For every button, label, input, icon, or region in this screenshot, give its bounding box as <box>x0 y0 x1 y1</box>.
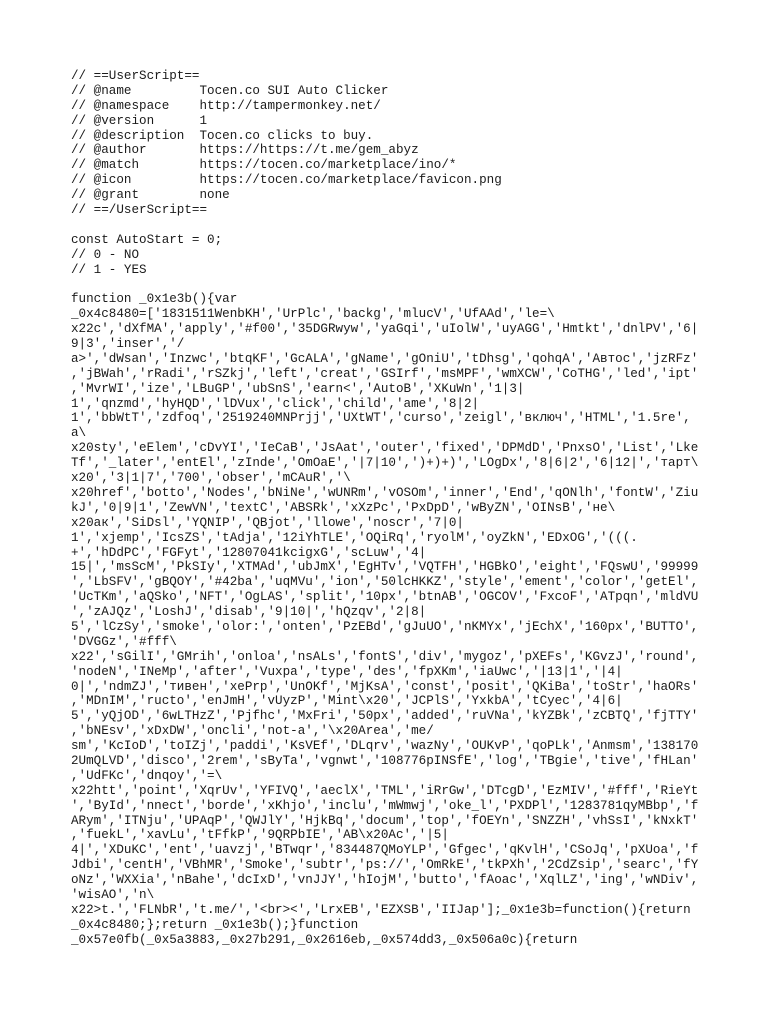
code-line: // @icon https://tocen.co/marketplace/favicon.png <box>71 173 502 188</box>
code-line: // @namespace http://tampermonkey.net/ <box>71 98 381 113</box>
code-line: 15|','msScM','PkSIy','XTMAd','ubJmX','EgHTv','VQTFH','HGBkO','eight','FQswU','99999 <box>71 560 699 575</box>
code-line: 1','bbWtT','zdfoq','2519240MNPrjj','UXtWT','curso','zeigl','включ','HTML','1.5re', <box>71 411 691 426</box>
code-line: x22htt','point','XqrUv','YFIVQ','aeclX','TML','iRrGw','DTcgD','EzMIV','#fff','RieYt <box>71 783 699 798</box>
code-line: x22','sGilI','GMrih','onloa','nsALs','fontS','div','mygoz','pXEFs','KGvzJ','round', <box>71 649 699 664</box>
code-line: // 1 - YES <box>71 262 147 277</box>
code-line: ,'jBWah','rRadi','rSZkj','left','creat','GSIrf','msMPF','wmXCW','CoTHG','led','ipt' <box>71 366 699 381</box>
code-line: 'DVGGz','#fff\ <box>71 634 177 649</box>
code-line: 5','yQjOD','6wLTHzZ','Pjfhc','MxFri','50px','added','ruVNa','kYZBk','zCBTQ','fjTTY' <box>71 709 699 724</box>
code-line: _0x4c8480;};return _0x1e3b();}function <box>71 917 359 932</box>
code-line: ,'fuekL','xavLu','tFfkP','9QRPbIE','AB\x20Ac','|5| <box>71 828 449 843</box>
code-line: ARym','ITNju','UPAqP','QWJlY','HjkBq','docum','top','fOEYn','SNZZH','vhSsI','kNxkT' <box>71 813 699 828</box>
code-line <box>71 218 703 233</box>
code-line: x20sty','eElem','cDvYI','IeCaB','JsAat','outer','fixed','DPMdD','PnxsO','List','Lke <box>71 441 699 456</box>
code-line: kJ','0|9|1','ZewVN','textC','ABSRk','xXzPc','PxDpD','wByZN','OINsB','не\ <box>71 500 616 515</box>
code-line: x22c','dXfMA','apply','#f00','35DGRwyw','yaGqi','uIolW','uyAGG','Hmtkt','dnlPV','6| <box>71 322 699 337</box>
code-line: x20href','botto','Nodes','bNiNe','wUNRm','vOSOm','inner','End','qONlh','fontW','Ziu <box>71 485 699 500</box>
code-line: // @description Tocen.co clicks to buy. <box>71 128 374 143</box>
code-line: // @match https://tocen.co/marketplace/ino/* <box>71 158 457 173</box>
code-line: a\ <box>71 426 87 441</box>
code-line: 5','lCzSy','smoke','olor:','onten','PzEBd','gJuUO','nKMYx','jEchX','160px','BUTTO', <box>71 619 699 634</box>
code-line: 2UmQLVD','disco','2rem','sByTa','vgnwt','108776pINSfE','log','TBgie','tive','fHLan' <box>71 753 699 768</box>
code-line: +','hDdPC','FGFyt','12807041kcigxG','scLuw','4| <box>71 545 427 560</box>
code-line: Tf','_later','entEl','zInde','OmOaE','|7|10',')+)+)','LOgDx','8|6|2','6|12|','тарт\ <box>71 456 699 471</box>
code-line: // @name Tocen.co SUI Auto Clicker <box>71 83 389 98</box>
code-line: // @grant none <box>71 188 230 203</box>
code-line: function _0x1e3b(){var <box>71 292 238 307</box>
code-line: // @version 1 <box>71 113 208 128</box>
userscript-source-code <box>71 69 703 948</box>
code-line: // @author https://https://t.me/gem_abyz <box>71 143 419 158</box>
code-line: sm','KcIoD','toIZj','paddi','KsVEf','DLqrv','wazNy','OUKvP','qoPLk','Anmsm','138170 <box>71 739 699 754</box>
code-line: 'wisAO','n\ <box>71 887 155 902</box>
code-line: _0x57e0fb(_0x5a3883,_0x27b291,_0x2616eb,_0x574dd3,_0x506a0c){return <box>71 932 578 947</box>
code-line: 'nodeN','INeMp','after','Vuxpa','type','des','fpXKm','iaUwc','|13|1','|4| <box>71 664 623 679</box>
code-line: _0x4c8480=['1831511WenbKH','UrPlc','backg','mlucV','UfAAd','le=\ <box>71 307 555 322</box>
code-line: oNz','WXXia','nBahe','dcIxD','vnJJY','hIojM','butto','fAoac','XqlLZ','ing','wNDiv', <box>71 873 699 888</box>
code-line: // 0 - NO <box>71 247 140 262</box>
code-line <box>71 277 703 292</box>
code-line: ','ById','nnect','borde','xKhjo','inclu','mWmwj','oke_l','PXDPl','1283781qyMBbp','f <box>71 798 699 813</box>
code-line: ,'MvrWI','ize','LBuGP','ubSnS','earn<','AutoB','XKuWn','1|3| <box>71 381 525 396</box>
code-line: // ==UserScript== <box>71 69 200 83</box>
code-line: 1','qnzmd','hyHQD','lDVux','click','child','ame','8|2| <box>71 396 480 411</box>
code-line: // ==/UserScript== <box>71 203 208 218</box>
code-line: ','zAJQz','LoshJ','disab','9|10|','hQzqv','2|8| <box>71 605 427 620</box>
code-line: ,'MDnIM','ructo','enJmH','vUyzP','Mint\x20','JCPlS','YxkbA','tCyec','4|6| <box>71 694 623 709</box>
code-line: ,'bNEsv','xDxDW','oncli','not-a','\x20Area','me/ <box>71 724 434 739</box>
code-line: 0|','ndmZJ','тивен','xePrp','UnOKf','MjKsA','const','posit','QKiBa','toStr','haORs' <box>71 679 699 694</box>
code-line: a>','dWsan','Inzwc','btqKF','GcALA','gName','gOniU','tDhsg','qohqA','Автос','jzRFz' <box>71 351 699 366</box>
code-line: Jdbi','centH','VBhMR','Smoke','subtr','ps://','OmRkE','tkPXh','2CdZsip','searc','fY <box>71 858 699 873</box>
code-line: ,'UdFKc','dnqoy','=\ <box>71 768 223 783</box>
code-line: const AutoStart = 0; <box>71 232 223 247</box>
code-line: 'UcTKm','aQSko','NFT','OgLAS','split','10px','btnAB','OGCOV','FxcoF','ATpqn','mldVU <box>71 590 699 605</box>
code-line: 9|3','inser','/ <box>71 337 185 352</box>
code-line: x22>t.','FLNbR','t.me/','<br><','LrxEB','EZXSB','IIJap'];_0x1e3b=function(){return <box>71 902 691 917</box>
code-line: 4|','XDuKC','ent','uavzj','BTwqr','834487QMoYLP','Gfgec','qKvlH','CSoJq','pXUoa','f <box>71 843 699 858</box>
code-line: 1','xjemp','IcsZS','tAdja','12iYhTLE','OQiRq','ryolM','oyZkN','EDxOG','(((. <box>71 530 638 545</box>
code-line: x20ак','SiDsl','YQNIP','QBjot','llowe','noscr','7|0| <box>71 515 464 530</box>
code-line: x20','3|1|7','700','obser','mCAuR','\ <box>71 471 351 486</box>
code-line: ','LbSFV','gBQOY','#42ba','uqMVu','ion','50lcHKKZ','style','ement','color','getEl', <box>71 575 699 590</box>
